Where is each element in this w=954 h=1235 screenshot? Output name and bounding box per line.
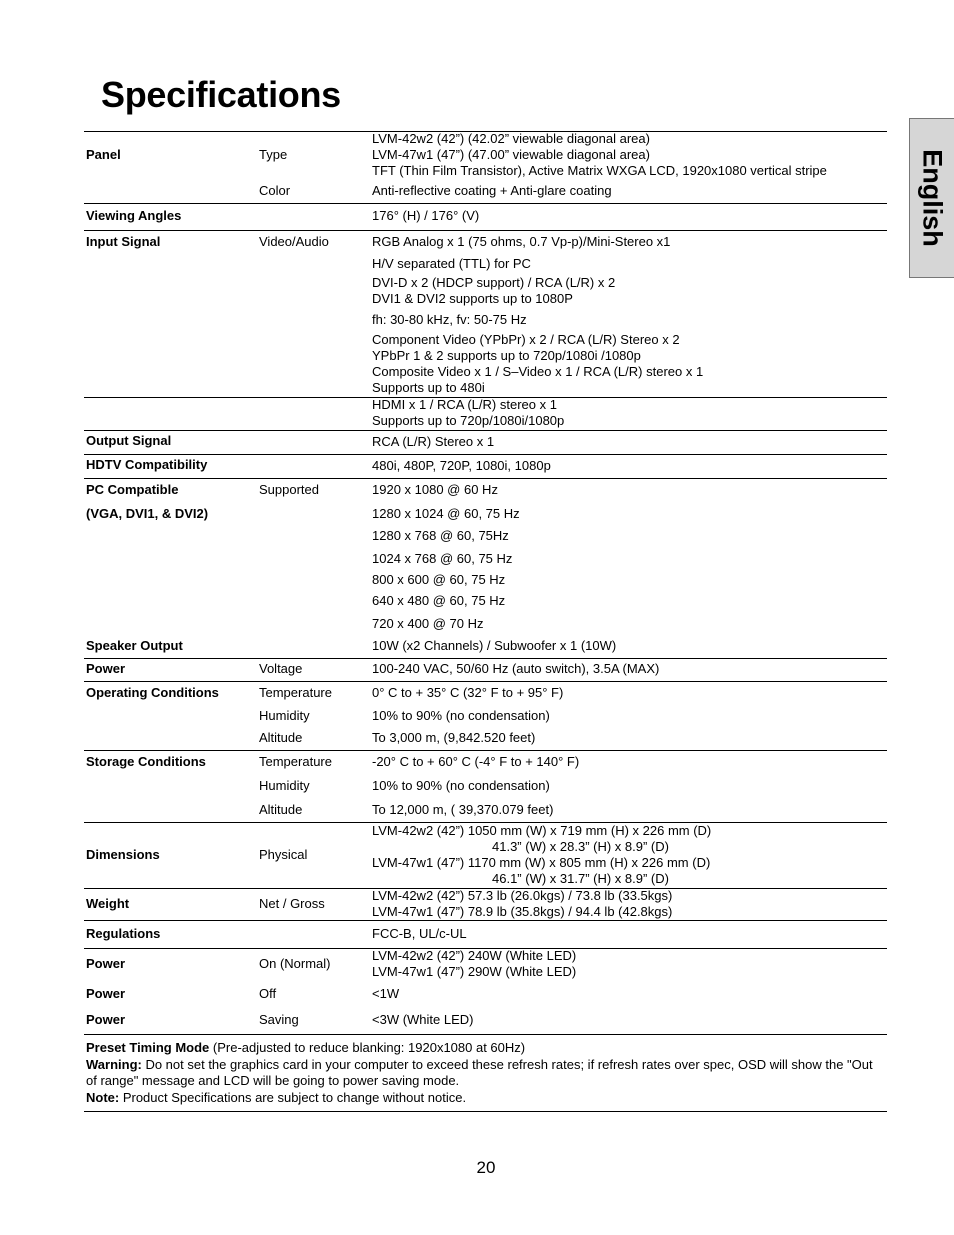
spec-sub-type: Type <box>259 147 288 162</box>
table-rule <box>84 203 887 204</box>
spec-value: 10% to 90% (no condensation) <box>372 778 550 793</box>
language-tab-label: English <box>917 149 948 247</box>
spec-label-power: Power <box>86 956 126 971</box>
spec-value: Component Video (YPbPr) x 2 / RCA (L/R) Stereo x 2 <box>372 332 680 347</box>
spec-label-storage: Storage Conditions <box>86 754 206 769</box>
preset-text: (Pre-adjusted to reduce blanking: 1920x1080 at 60Hz) <box>209 1040 526 1055</box>
spec-value: 41.3” (W) x 28.3” (H) x 8.9” (D) <box>492 839 669 854</box>
spec-value: H/V separated (TTL) for PC <box>372 256 531 271</box>
spec-value: DVI-D x 2 (HDCP support) / RCA (L/R) x 2 <box>372 275 616 290</box>
spec-sub-voltage: Voltage <box>259 661 303 676</box>
spec-value: LVM-47w1 (47”) 78.9 lb (35.8kgs) / 94.4 lb (42.8kgs) <box>372 904 673 919</box>
warning-text: Do not set the graphics card in your computer to exceed these refresh rates; if refresh rates over spec, OSD will show the "Out of range" message and LCD will be going to power saving mode. <box>86 1056 873 1088</box>
table-rule <box>84 454 887 455</box>
spec-value: LVM-42w2 (42”) (42.02” viewable diagonal area) <box>372 131 650 146</box>
spec-value: LVM-42w2 (42”) 240W (White LED) <box>372 948 577 963</box>
spec-value: 1280 x 1024 @ 60, 75 Hz <box>372 506 520 521</box>
change-note <box>86 1090 886 1107</box>
spec-label-pc-inputs: (VGA, DVI1, & DVI2) <box>86 506 209 521</box>
spec-value: <1W <box>372 986 400 1001</box>
spec-value: 100-240 VAC, 50/60 Hz (auto switch), 3.5A (MAX) <box>372 661 660 676</box>
spec-value: LVM-47w1 (47”) (47.00” viewable diagonal area) <box>372 147 650 162</box>
spec-value: 10% to 90% (no condensation) <box>372 708 550 723</box>
spec-value: 1280 x 768 @ 60, 75Hz <box>372 528 509 543</box>
table-rule <box>84 681 887 682</box>
table-rule <box>84 430 887 431</box>
spec-sub-color: Color <box>259 183 291 198</box>
spec-sub-temperature: Temperature <box>259 754 332 769</box>
language-tab <box>909 118 954 278</box>
spec-value: RGB Analog x 1 (75 ohms, 0.7 Vp-p)/Mini-Stereo x1 <box>372 234 671 249</box>
warning-label: Warning: <box>86 1056 142 1072</box>
preset-timing-note <box>86 1040 886 1057</box>
page-title: Specifications <box>101 74 341 115</box>
spec-sub-altitude: Altitude <box>259 802 303 817</box>
spec-value: To 12,000 m, ( 39,370.079 feet) <box>372 802 554 817</box>
spec-sub-video-audio: Video/Audio <box>259 234 329 249</box>
spec-value: 0° C to + 35° C (32° F to + 95° F) <box>372 685 564 700</box>
spec-value: TFT (Thin Film Transistor), Active Matrix WXGA LCD, 1920x1080 vertical stripe <box>372 163 827 178</box>
spec-label-viewing-angles: Viewing Angles <box>86 208 182 223</box>
spec-label-power: Power <box>86 1012 126 1027</box>
table-rule <box>84 750 887 751</box>
table-rule <box>84 1034 887 1035</box>
spec-sub-supported: Supported <box>259 482 319 497</box>
note-label: Note: <box>86 1089 120 1105</box>
spec-label-pc-compatible: PC Compatible <box>86 482 179 497</box>
spec-sub-humidity: Humidity <box>259 778 310 793</box>
spec-sub-net-gross: Net / Gross <box>259 896 325 911</box>
spec-value: fh: 30-80 kHz, fv: 50-75 Hz <box>372 312 527 327</box>
spec-sub-temperature: Temperature <box>259 685 332 700</box>
spec-value: 480i, 480P, 720P, 1080i, 1080p <box>372 458 551 473</box>
spec-value: YPbPr 1 & 2 supports up to 720p/1080i /1080p <box>372 348 641 363</box>
spec-value: 176° (H) / 176° (V) <box>372 208 480 223</box>
spec-value: 720 x 400 @ 70 Hz <box>372 616 484 631</box>
spec-value: 1024 x 768 @ 60, 75 Hz <box>372 551 513 566</box>
spec-label-weight: Weight <box>86 896 130 911</box>
spec-value: LVM-47w1 (47”) 1170 mm (W) x 805 mm (H) x 226 mm (D) <box>372 855 711 870</box>
spec-sub-on-normal: On (Normal) <box>259 956 331 971</box>
spec-value: -20° C to + 60° C (-4° F to + 140° F) <box>372 754 580 769</box>
spec-label-operating: Operating Conditions <box>86 685 219 700</box>
spec-value: 46.1” (W) x 31.7” (H) x 8.9” (D) <box>492 871 669 886</box>
spec-sub-off: Off <box>259 986 277 1001</box>
spec-value: Supports up to 480i <box>372 380 485 395</box>
spec-value: LVM-42w2 (42”) 57.3 lb (26.0kgs) / 73.8 lb (33.5kgs) <box>372 888 673 903</box>
spec-sub-altitude: Altitude <box>259 730 303 745</box>
table-rule <box>84 478 887 479</box>
spec-label-panel: Panel <box>86 147 121 162</box>
table-rule <box>84 920 887 921</box>
spec-value: Supports up to 720p/1080i/1080p <box>372 413 565 428</box>
spec-label-hdtv: HDTV Compatibility <box>86 457 208 472</box>
spec-value: 640 x 480 @ 60, 75 Hz <box>372 593 506 608</box>
spec-value: DVI1 & DVI2 supports up to 1080P <box>372 291 573 306</box>
spec-value: 800 x 600 @ 60, 75 Hz <box>372 572 506 587</box>
spec-value: FCC-B, UL/c-UL <box>372 926 467 941</box>
spec-value: 10W (x2 Channels) / Subwoofer x 1 (10W) <box>372 638 617 653</box>
spec-value: LVM-42w2 (42”) 1050 mm (W) x 719 mm (H) x 226 mm (D) <box>372 823 712 838</box>
table-rule <box>84 230 887 231</box>
spec-label-dimensions: Dimensions <box>86 847 160 862</box>
spec-label-power: Power <box>86 661 126 676</box>
spec-value: RCA (L/R) Stereo x 1 <box>372 434 495 449</box>
table-rule <box>84 1111 887 1112</box>
footnotes <box>86 1040 886 1106</box>
spec-label-input-signal: Input Signal <box>86 234 161 249</box>
preset-label: Preset Timing Mode <box>86 1040 210 1055</box>
note-text: Product Specifications are subject to change without notice. <box>119 1089 467 1105</box>
spec-label-regulations: Regulations <box>86 926 161 941</box>
spec-value: 1920 x 1080 @ 60 Hz <box>372 482 498 497</box>
spec-value: Composite Video x 1 / S–Video x 1 / RCA (L/R) stereo x 1 <box>372 364 704 379</box>
spec-value: <3W (White LED) <box>372 1012 474 1027</box>
spec-sub-saving: Saving <box>259 1012 299 1027</box>
spec-sub-physical: Physical <box>259 847 308 862</box>
spec-value: Anti-reflective coating + Anti-glare coating <box>372 183 612 198</box>
spec-label-speaker-output: Speaker Output <box>86 638 183 653</box>
spec-label-output-signal: Output Signal <box>86 433 172 448</box>
warning-note <box>86 1057 886 1090</box>
spec-value: LVM-47w1 (47”) 290W (White LED) <box>372 964 577 979</box>
spec-value: HDMI x 1 / RCA (L/R) stereo x 1 <box>372 397 557 412</box>
page-number: 20 <box>476 1158 496 1177</box>
spec-label-power: Power <box>86 986 126 1001</box>
spec-sub-humidity: Humidity <box>259 708 310 723</box>
spec-value: To 3,000 m, (9,842.520 feet) <box>372 730 536 745</box>
table-rule <box>84 658 887 659</box>
